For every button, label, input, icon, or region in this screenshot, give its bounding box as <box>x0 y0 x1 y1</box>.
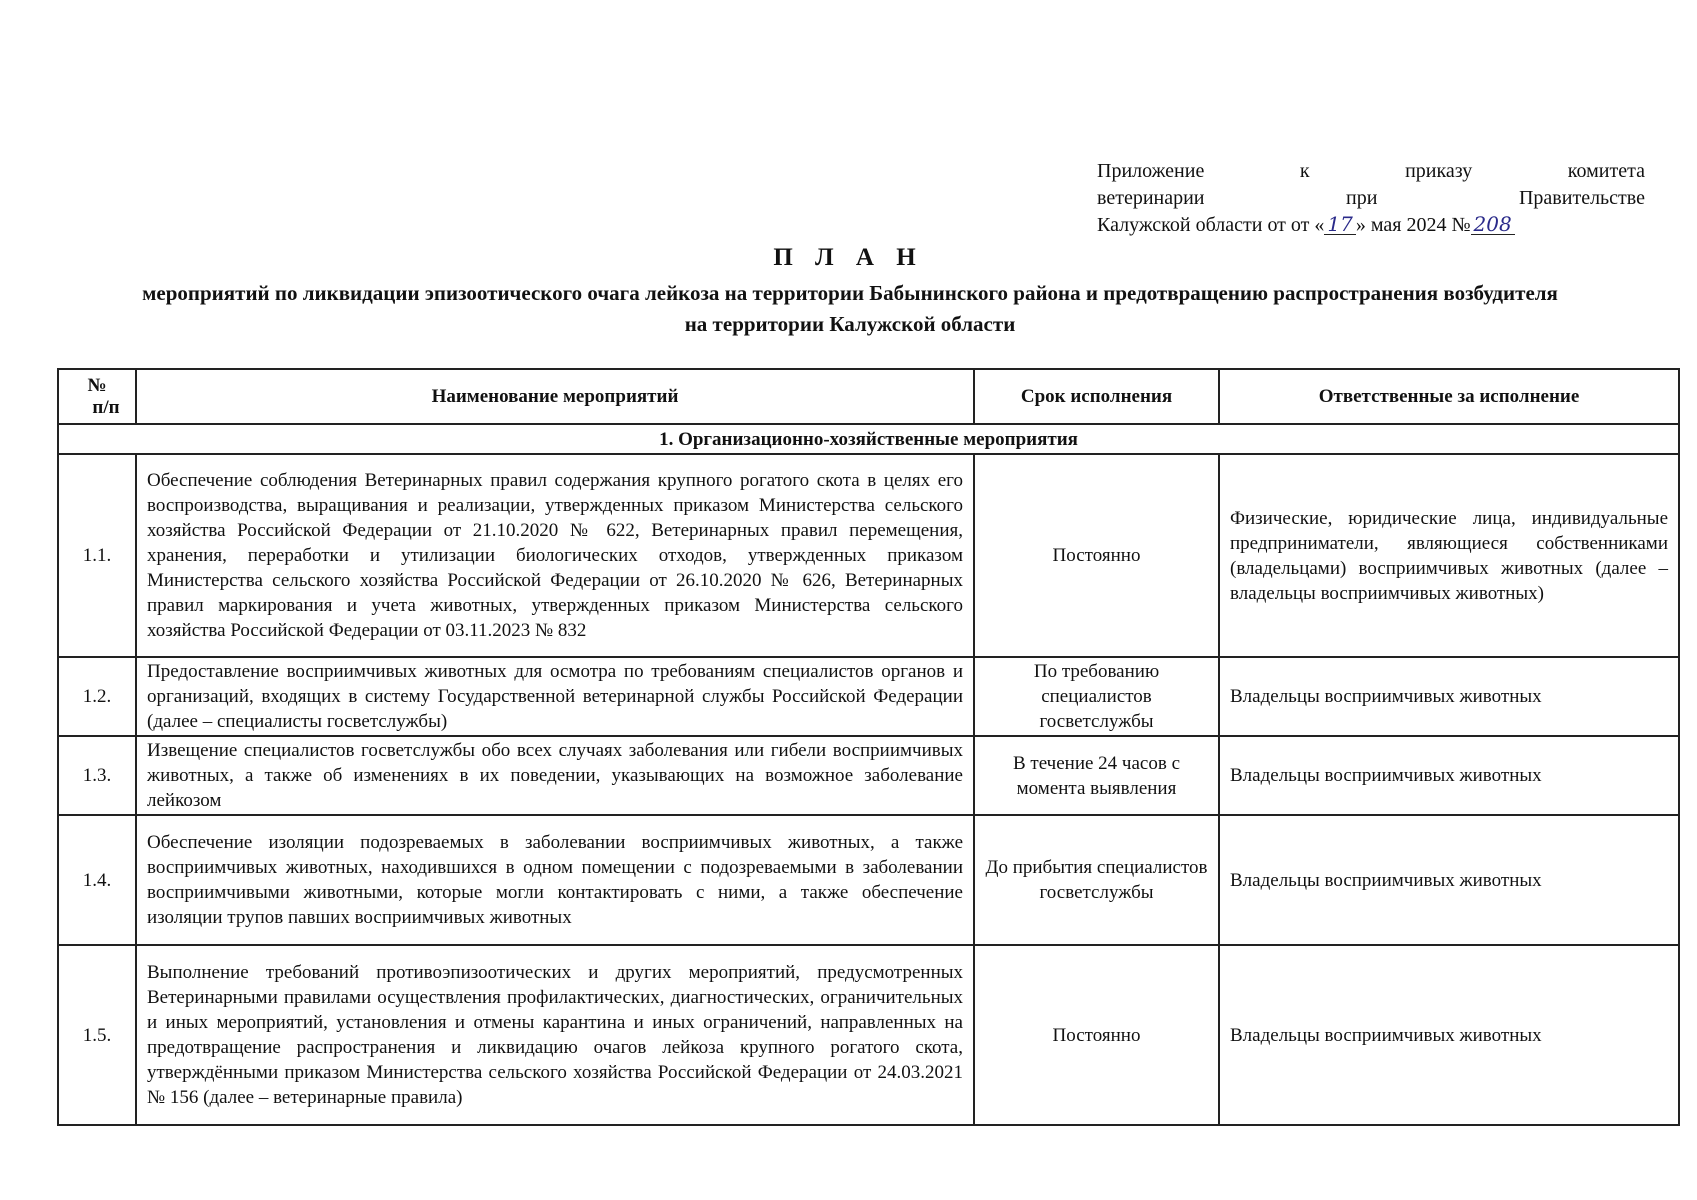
appendix-line-3: Калужской области от от « 17 » мая 2024 № 208 <box>1097 212 1645 239</box>
table-row <box>58 657 1679 736</box>
row-action: Извещение специалистов госветслужбы обо всех случаях заболевания или гибели восприимчивых животных, а также об изменениях в их поведении, указывающих на возможное заболевание лейкозом <box>136 736 974 815</box>
row-responsible: Владельцы восприимчивых животных <box>1219 815 1679 945</box>
row-action: Предоставление восприимчивых животных для осмотра по требованиям специалистов органов и организаций, входящих в систему Государственной ветеринарной службы Российской Федерации (далее – специалисты госветслужбы) <box>136 657 974 736</box>
handwritten-order-number: 208 <box>1471 214 1515 235</box>
row-term: По требованию специалистов госветслужбы <box>974 657 1219 736</box>
table-row <box>58 736 1679 815</box>
table-row <box>58 454 1679 657</box>
table-header-row <box>58 369 1679 424</box>
row-term: В течение 24 часов с момента выявления <box>974 736 1219 815</box>
appendix-note <box>1097 158 1645 239</box>
header-name: Наименование мероприятий <box>136 369 974 424</box>
row-number: 1.5. <box>58 945 136 1125</box>
row-action: Обеспечение изоляции подозреваемых в заболевании восприимчивых животных, а также восприимчивых животных, находившихся в одном помещении с подозреваемыми в заболевании восприимчивыми животными, которые могли контактировать с ними, а также обеспечение изоляции трупов павших восприимчивых животных <box>136 815 974 945</box>
row-action: Обеспечение соблюдения Ветеринарных правил содержания крупного рогатого скота в целях его воспроизводства, выращивания и реализации, утвержденных приказом Министерства сельского хозяйства Российской Федерации от 21.10.2020 № 622, Ветеринарных правил перемещения, хранения, переработки и утилизации биологических отходов, утвержденных приказом Министерства сельского хозяйства Российской Федерации от 26.10.2020 № 626, Ветеринарных правил маркирования и учета животных, утвержденных приказом Министерства сельского хозяйства Российской Федерации от 03.11.2023 № 832 <box>136 454 974 657</box>
row-responsible: Владельцы восприимчивых животных <box>1219 657 1679 736</box>
row-number: 1.1. <box>58 454 136 657</box>
header-responsible: Ответственные за исполнение <box>1219 369 1679 424</box>
row-term: Постоянно <box>974 454 1219 657</box>
header-term: Срок исполнения <box>974 369 1219 424</box>
row-number: 1.4. <box>58 815 136 945</box>
section-row <box>58 424 1679 454</box>
appendix-line-2: ветеринарии при Правительстве <box>1097 187 1645 209</box>
table-row <box>58 945 1679 1125</box>
row-action: Выполнение требований противоэпизоотических и других мероприятий, предусмотренных Ветеринарными правилами осуществления профилактических, диагностических, ограничительных и иных мероприятий, установления и отмены карантина и иных ограничений, направленных на предотвращение распространения и ликвидацию очагов лейкоза крупного рогатого скота, утверждёнными приказом Министерства сельского хозяйства Российской Федерации от 24.03.2021 № 156 (далее – ветеринарные правила) <box>136 945 974 1125</box>
table-row <box>58 815 1679 945</box>
header-number: № п/п <box>58 369 136 424</box>
row-number: 1.2. <box>58 657 136 736</box>
row-responsible: Владельцы восприимчивых животных <box>1219 945 1679 1125</box>
plan-table <box>57 368 1680 1126</box>
row-term: До прибытия специалистов госветслужбы <box>974 815 1219 945</box>
document-subtitle: мероприятий по ликвидации эпизоотического очага лейкоза на территории Бабынинского района и предотвращению распространения возбудителя на территории Калужской области <box>142 281 1558 336</box>
document-title: П Л А Н <box>773 244 924 271</box>
row-term: Постоянно <box>974 945 1219 1125</box>
row-responsible: Владельцы восприимчивых животных <box>1219 736 1679 815</box>
row-number: 1.3. <box>58 736 136 815</box>
row-responsible: Физические, юридические лица, индивидуальные предприниматели, являющиеся собственниками (владельцами) восприимчивых животных (далее – владельцы восприимчивых животных) <box>1219 454 1679 657</box>
handwritten-day: 17 <box>1324 214 1355 235</box>
appendix-line-1: Приложение к приказу комитета <box>1097 160 1645 182</box>
section-title: 1. Организационно-хозяйственные мероприятия <box>58 424 1679 454</box>
